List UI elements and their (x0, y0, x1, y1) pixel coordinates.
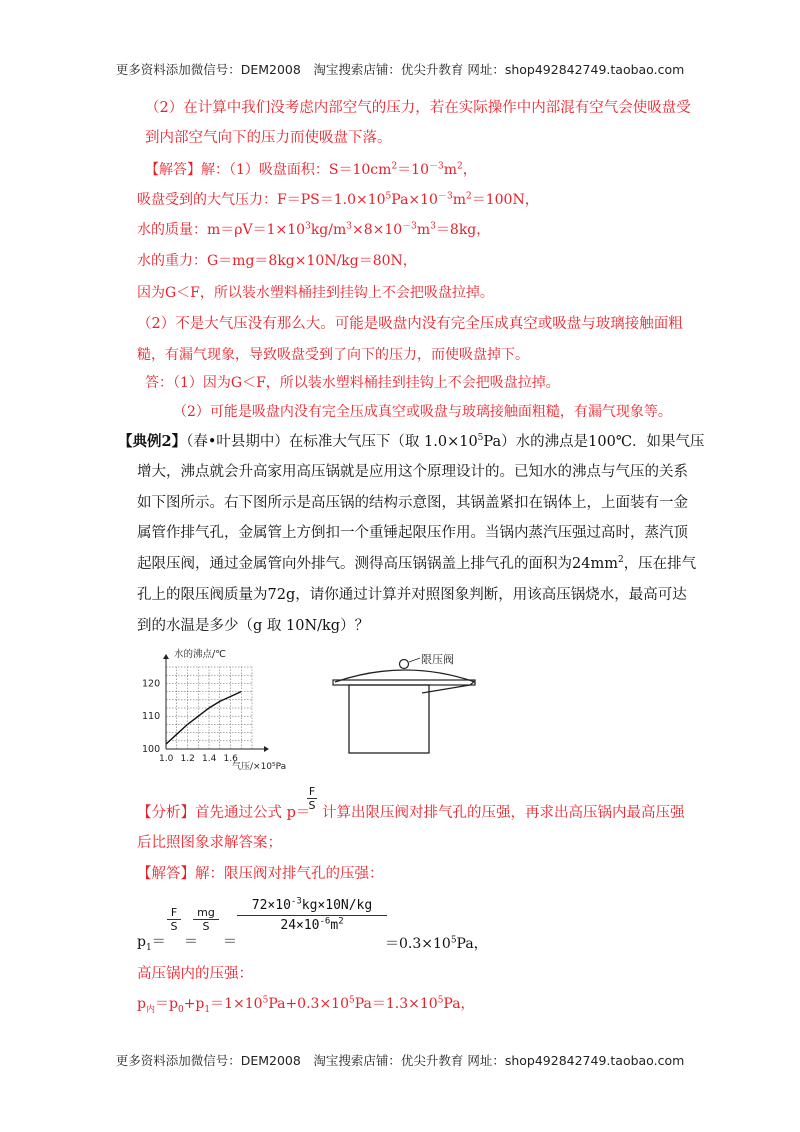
page-footer: 更多资料添加微信号：DEM2008 淘宝搜索店铺：优尖升教育 网址：shop492842749.taobao.com (115, 1053, 685, 1068)
answer1-tag: 【解答】 (145, 162, 201, 178)
page-header: 更多资料添加微信号：DEM2008 淘宝搜索店铺：优尖升教育 网址：shop492842749.taobao.com (115, 62, 685, 77)
analysis-line1-cont: 计算出限压阀对排气孔的压强，再求出高压锅内最高压强 (322, 805, 685, 821)
answer2-tag: 【解答】 (137, 866, 195, 882)
analysis-line1: 【分析】首先通过公式 p＝ (137, 805, 311, 821)
answer2-line3: 高压锅内的压强： (137, 966, 253, 982)
example2-line2: 增大，沸点就会升高家用高压锅就是应用这个原理设计的。已知水的沸点与气压的关系 (137, 464, 688, 480)
example2-line7: 到的水温是多少（g 取 10N/kg）？ (137, 618, 370, 634)
analysis-tag: 【分析】 (137, 805, 195, 821)
example2-line4: 属管作排气孔，金属管上方倒扣一个重锤起限压作用。当锅内蒸汽压强过高时，蒸汽顶 (137, 525, 688, 541)
part2-intro-line2: 到内部空气向下的压力而使吸盘下落。 (145, 130, 392, 146)
y-tick-label: 110 (142, 711, 161, 723)
example2-line1: 【典例2】（春•叶县期中）在标准大气压下（取 $1.0\times 10^5Pa$）水的沸点是100℃．如果气压 (118, 433, 705, 450)
x-axis-label: 气压/×10⁵Pa (232, 762, 287, 772)
answer1-line5: 因为G＜F，所以装水塑料桶挂到挂钩上不会把吸盘拉掉。 (137, 285, 494, 301)
fraction-numeric: $72\times 10^{-3}kg\times 10N/kg$ $24\times 10^{-6}m^2$ (237, 898, 387, 933)
cooker-body (349, 685, 429, 753)
example2-line5: 起限压阀，通过金属管向外排气。测得高压锅锅盖上排气孔的面积为$24mm^2$，压在排气 (137, 555, 697, 572)
analysis-line2: 后比照图象求解答案； (137, 835, 282, 851)
cooker-lid-rim (333, 680, 475, 685)
answer2-line1: 【解答】解：限压阀对排气孔的压强： (137, 866, 384, 882)
y-tick-label: 100 (142, 744, 161, 755)
pressure-formula: $p_1=$ F S ＝ mg S ＝ $72\times 10^{-3}kg\times 10N/kg$ $24\times 10^{-6}m^2$ $=0.3\times 10^5Pa$， (137, 896, 488, 953)
answer1-line4: 水的重力：G＝mg＝8kg×10N/kg＝80N， (137, 253, 417, 269)
example2-line3: 如下图所示。右下图所示是高压锅的结构示意图，其锅盖紧扣在锅体上，上面装有一金 (137, 495, 688, 511)
part2-intro-line1: （2）在计算中我们没考虑内部空气的压力，若在实际操作中内部混有空气会使吸盘受 (145, 100, 691, 116)
formula-result: $=0.3\times 10^5Pa$， (385, 935, 488, 952)
answer2-line4: $p_内=p_0+p_1=1\times 10^5Pa+0.3\times 10^5Pa=1.3\times 10^5Pa$， (137, 995, 475, 1015)
valve-label: 限压阀 (421, 653, 454, 666)
answer1-line1: 【解答】解：（1）吸盘面积：$S=10cm^2=10^{-3}m^2$， (145, 161, 477, 178)
answer1-line9: （2）可能是吸盘内没有完全压成真空或吸盘与玻璃接触面粗糙，有漏气现象等。 (173, 404, 672, 420)
analysis-fraction: F S (308, 785, 316, 812)
fraction-f-over-s: F S (167, 906, 181, 933)
handle (422, 681, 475, 693)
chart-marks (166, 692, 241, 745)
fraction-mg-over-s: mg S (193, 906, 219, 933)
x-axis-arrow-icon (264, 746, 269, 752)
x-tick-label: 1.0 (159, 754, 174, 764)
x-tick-label: 1.6 (223, 754, 238, 764)
p1-symbol: $p_1=$ (137, 934, 166, 953)
x-tick-label: 1.4 (202, 754, 217, 764)
answer1-line7: 糙，有漏气现象，导致吸盘受到了向下的压力，而使吸盘掉下。 (137, 347, 529, 363)
boiling-curve (166, 692, 241, 745)
x-tick-label: 1.2 (180, 754, 195, 764)
y-tick-label: 120 (142, 678, 161, 690)
boiling-point-chart (140, 645, 290, 775)
pressure-cooker-diagram (325, 648, 485, 760)
y-axis-arrow-icon (163, 654, 169, 659)
answer1-line2: 吸盘受到的大气压力：$F=PS=1.0\times 10^5Pa\times 10^{-3}m^2=100N$， (137, 191, 539, 208)
answer1-line6: （2）不是大气压没有那么大。可能是吸盘内没有完全压成真空或吸盘与玻璃接触面粗 (137, 316, 683, 332)
y-axis-label: 水的沸点/℃ (174, 649, 226, 660)
example2-tag: 【典例2】 (118, 433, 187, 450)
answer1-line8: 答：（1）因为G＜F，所以装水塑料桶挂到挂钩上不会把吸盘拉掉。 (145, 375, 560, 391)
weight-valve-icon (400, 660, 409, 669)
answer1-line3: 水的质量：$m=\rho V=1\times 10^3kg/m^3\times 8\times 10^{-3}m^3=8kg$， (137, 221, 491, 238)
example2-line6: 孔上的限压阀质量为72g，请你通过计算并对照图象判断，用该高压锅烧水，最高可达 (137, 587, 687, 603)
chart-axes (142, 654, 269, 764)
